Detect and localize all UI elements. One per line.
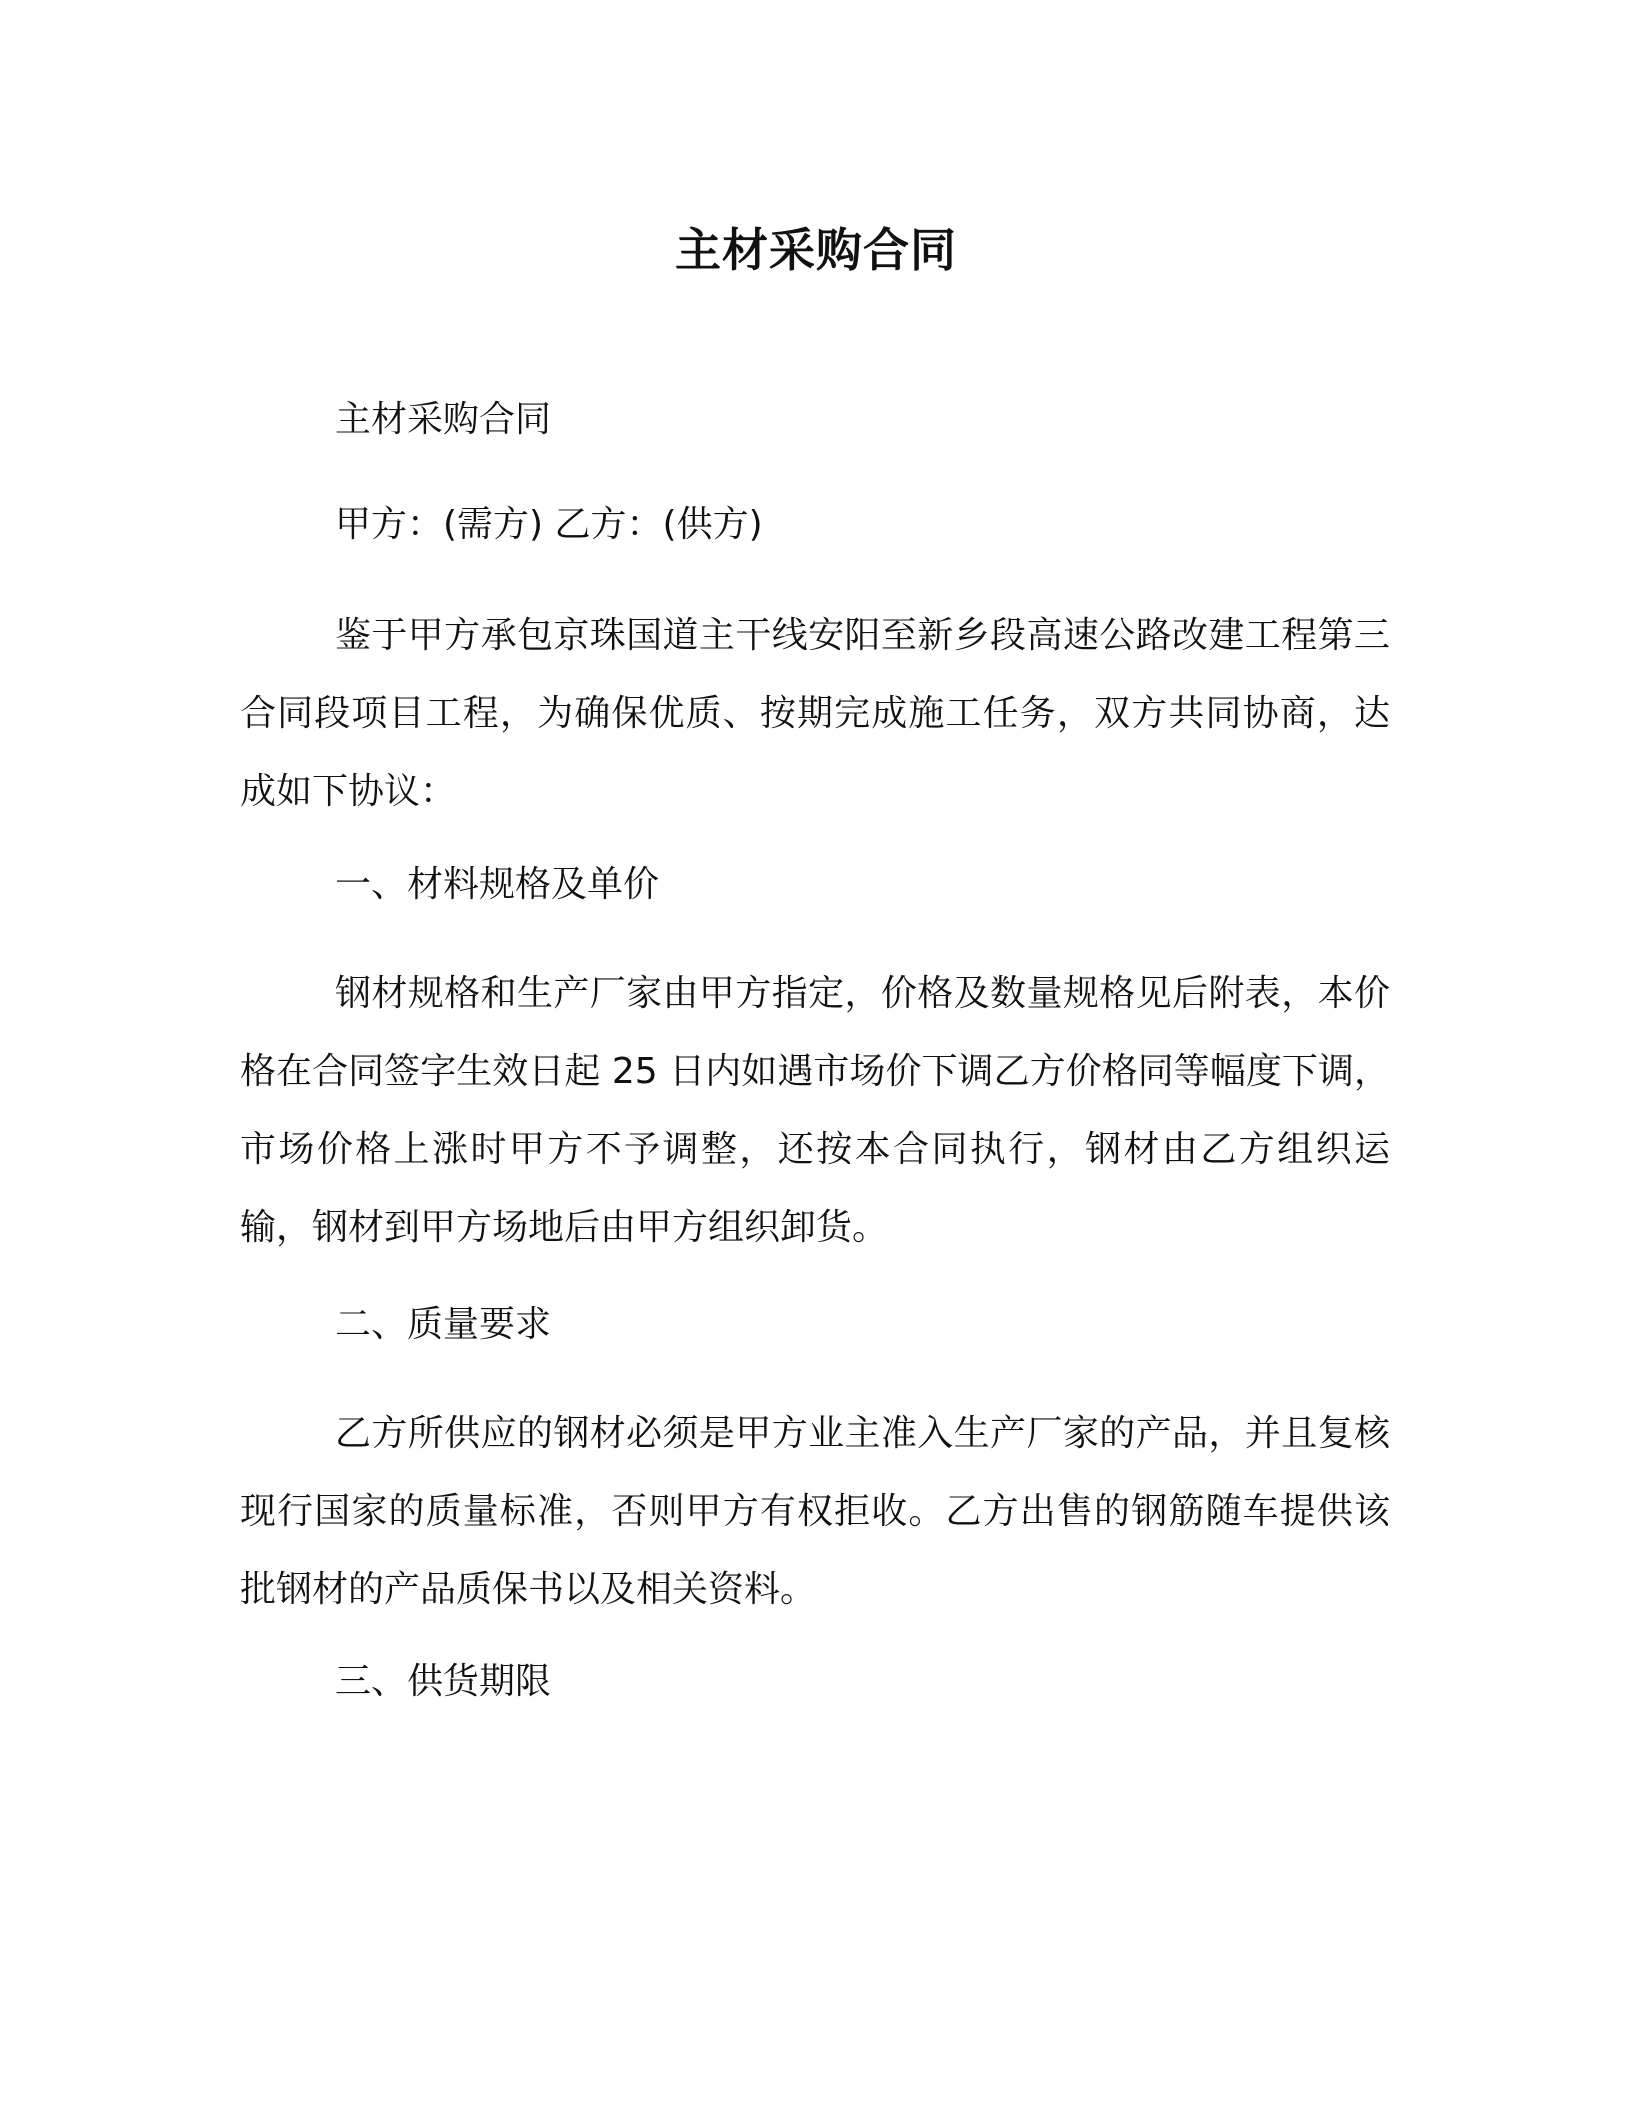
document-title: 主材采购合同 xyxy=(675,223,957,277)
section-heading-1: 一、材料规格及单价 xyxy=(335,864,660,905)
section-heading-2: 二、质量要求 xyxy=(335,1304,552,1345)
section-body-2: 乙方所供应的钢材必须是甲方业主准入生产厂家的产品，并且复核现行国家的质量标准，否则甲方有权拒收。乙方出售的钢筋随车提供该批钢材的产品质保书以及相关资料。 xyxy=(240,1413,1390,1610)
parties-line: 甲方：(需方) 乙方：(供方) xyxy=(335,504,763,545)
section-body-1: 钢材规格和生产厂家由甲方指定，价格及数量规格见后附表，本价格在合同签字生效日起 25 日内如遇市场价下调乙方价格同等幅度下调，市场价格上涨时甲方不予调整，还按本合同执行，钢材由乙方组织运输，钢材到甲方场地后由甲方组织卸货。 xyxy=(240,973,1390,1248)
section-heading-3: 三、供货期限 xyxy=(335,1661,552,1702)
contract-subtitle: 主材采购合同 xyxy=(335,399,552,440)
preamble-paragraph: 鉴于甲方承包京珠国道主干线安阳至新乡段高速公路改建工程第三合同段项目工程，为确保优质、按期完成施工任务，双方共同协商，达成如下协议： xyxy=(240,615,1390,812)
